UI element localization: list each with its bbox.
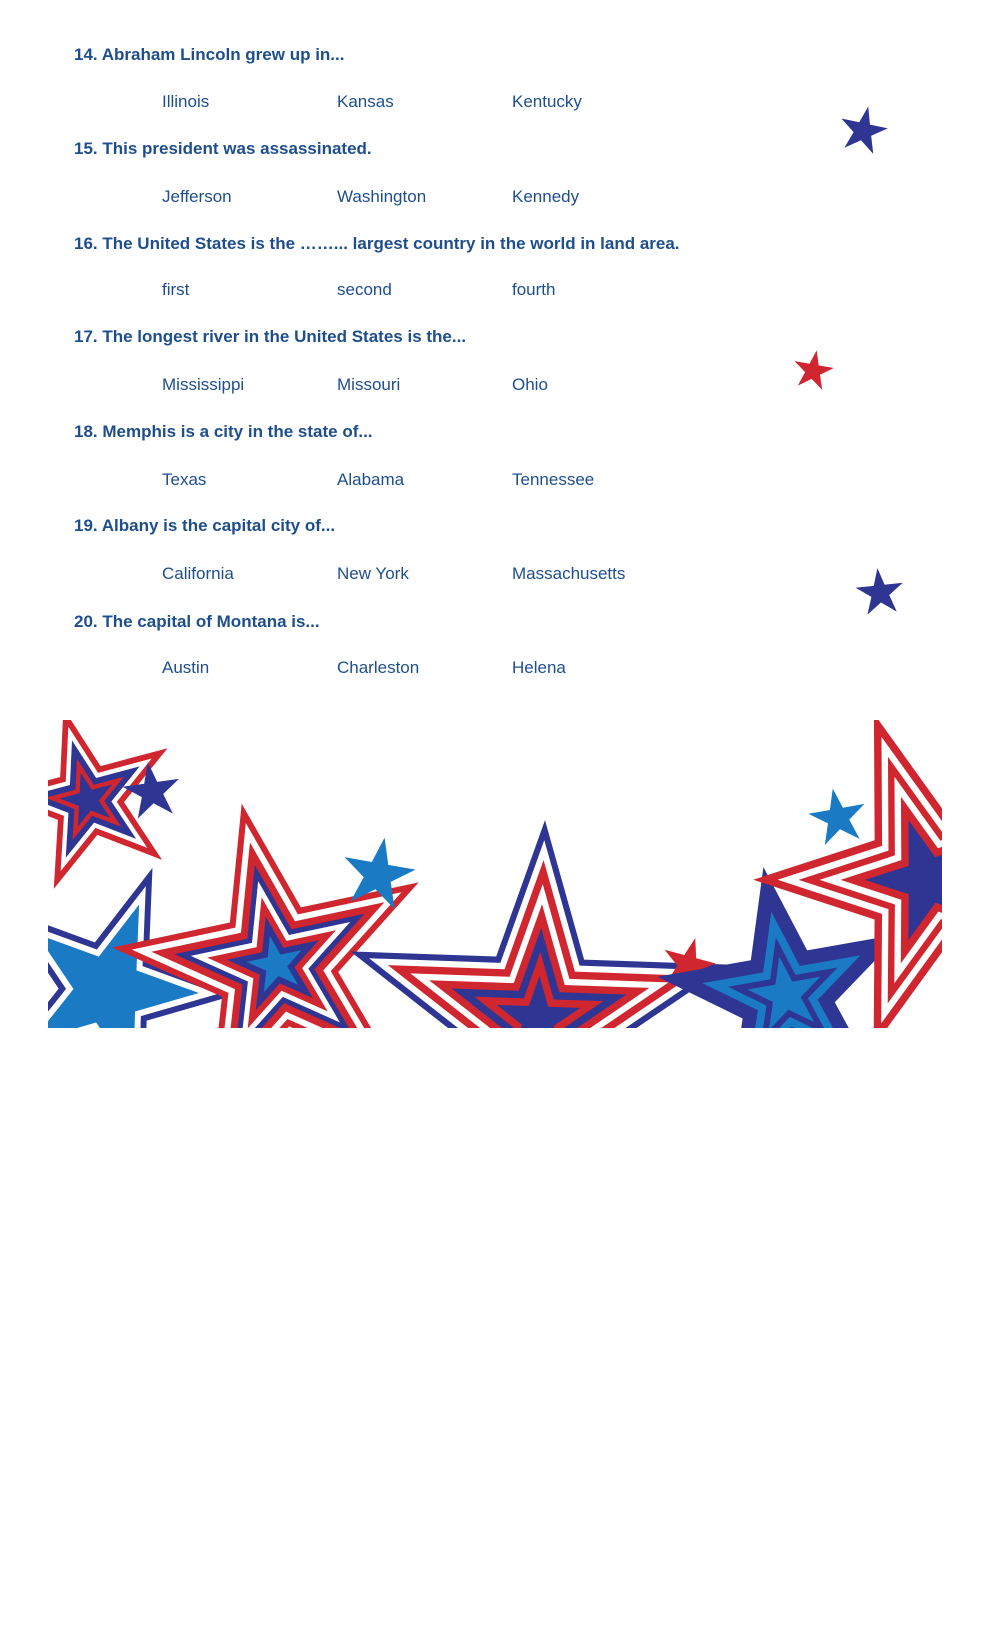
option-austin[interactable]: Austin <box>162 658 210 677</box>
option-missouri[interactable]: Missouri <box>337 375 401 394</box>
question-17: 17. The longest river in the United States is the... <box>74 327 467 346</box>
option-mississippi[interactable]: Mississippi <box>162 375 245 394</box>
question-20: 20. The capital of Montana is... <box>74 612 320 631</box>
option-jefferson[interactable]: Jefferson <box>162 187 232 206</box>
option-alabama[interactable]: Alabama <box>337 470 405 489</box>
option-first[interactable]: first <box>162 280 190 299</box>
option-illinois[interactable]: Illinois <box>162 92 210 111</box>
option-kentucky[interactable]: Kentucky <box>512 92 582 111</box>
question-16: 16. The United States is the ……... largest country in the world in land area. <box>74 234 680 253</box>
option-charleston[interactable]: Charleston <box>337 658 420 677</box>
red-star-icon <box>792 350 834 392</box>
question-19: 19. Albany is the capital city of... <box>74 516 336 535</box>
option-kennedy[interactable]: Kennedy <box>512 187 580 206</box>
question-15: 15. This president was assassinated. <box>74 139 372 158</box>
option-tennessee[interactable]: Tennessee <box>512 470 595 489</box>
navy-star-icon <box>855 568 905 618</box>
option-washington[interactable]: Washington <box>337 187 427 206</box>
star-banner-illustration <box>48 720 942 1028</box>
option-new-york[interactable]: New York <box>337 564 409 583</box>
option-california[interactable]: California <box>162 564 234 583</box>
option-fourth[interactable]: fourth <box>512 280 556 299</box>
question-14: 14. Abraham Lincoln grew up in... <box>74 45 345 64</box>
option-massachusetts[interactable]: Massachusetts <box>512 564 626 583</box>
option-texas[interactable]: Texas <box>162 470 207 489</box>
option-helena[interactable]: Helena <box>512 658 566 677</box>
option-ohio[interactable]: Ohio <box>512 375 548 394</box>
question-18: 18. Memphis is a city in the state of... <box>74 422 373 441</box>
option-kansas[interactable]: Kansas <box>337 92 394 111</box>
navy-star-icon <box>838 106 888 156</box>
option-second[interactable]: second <box>337 280 392 299</box>
